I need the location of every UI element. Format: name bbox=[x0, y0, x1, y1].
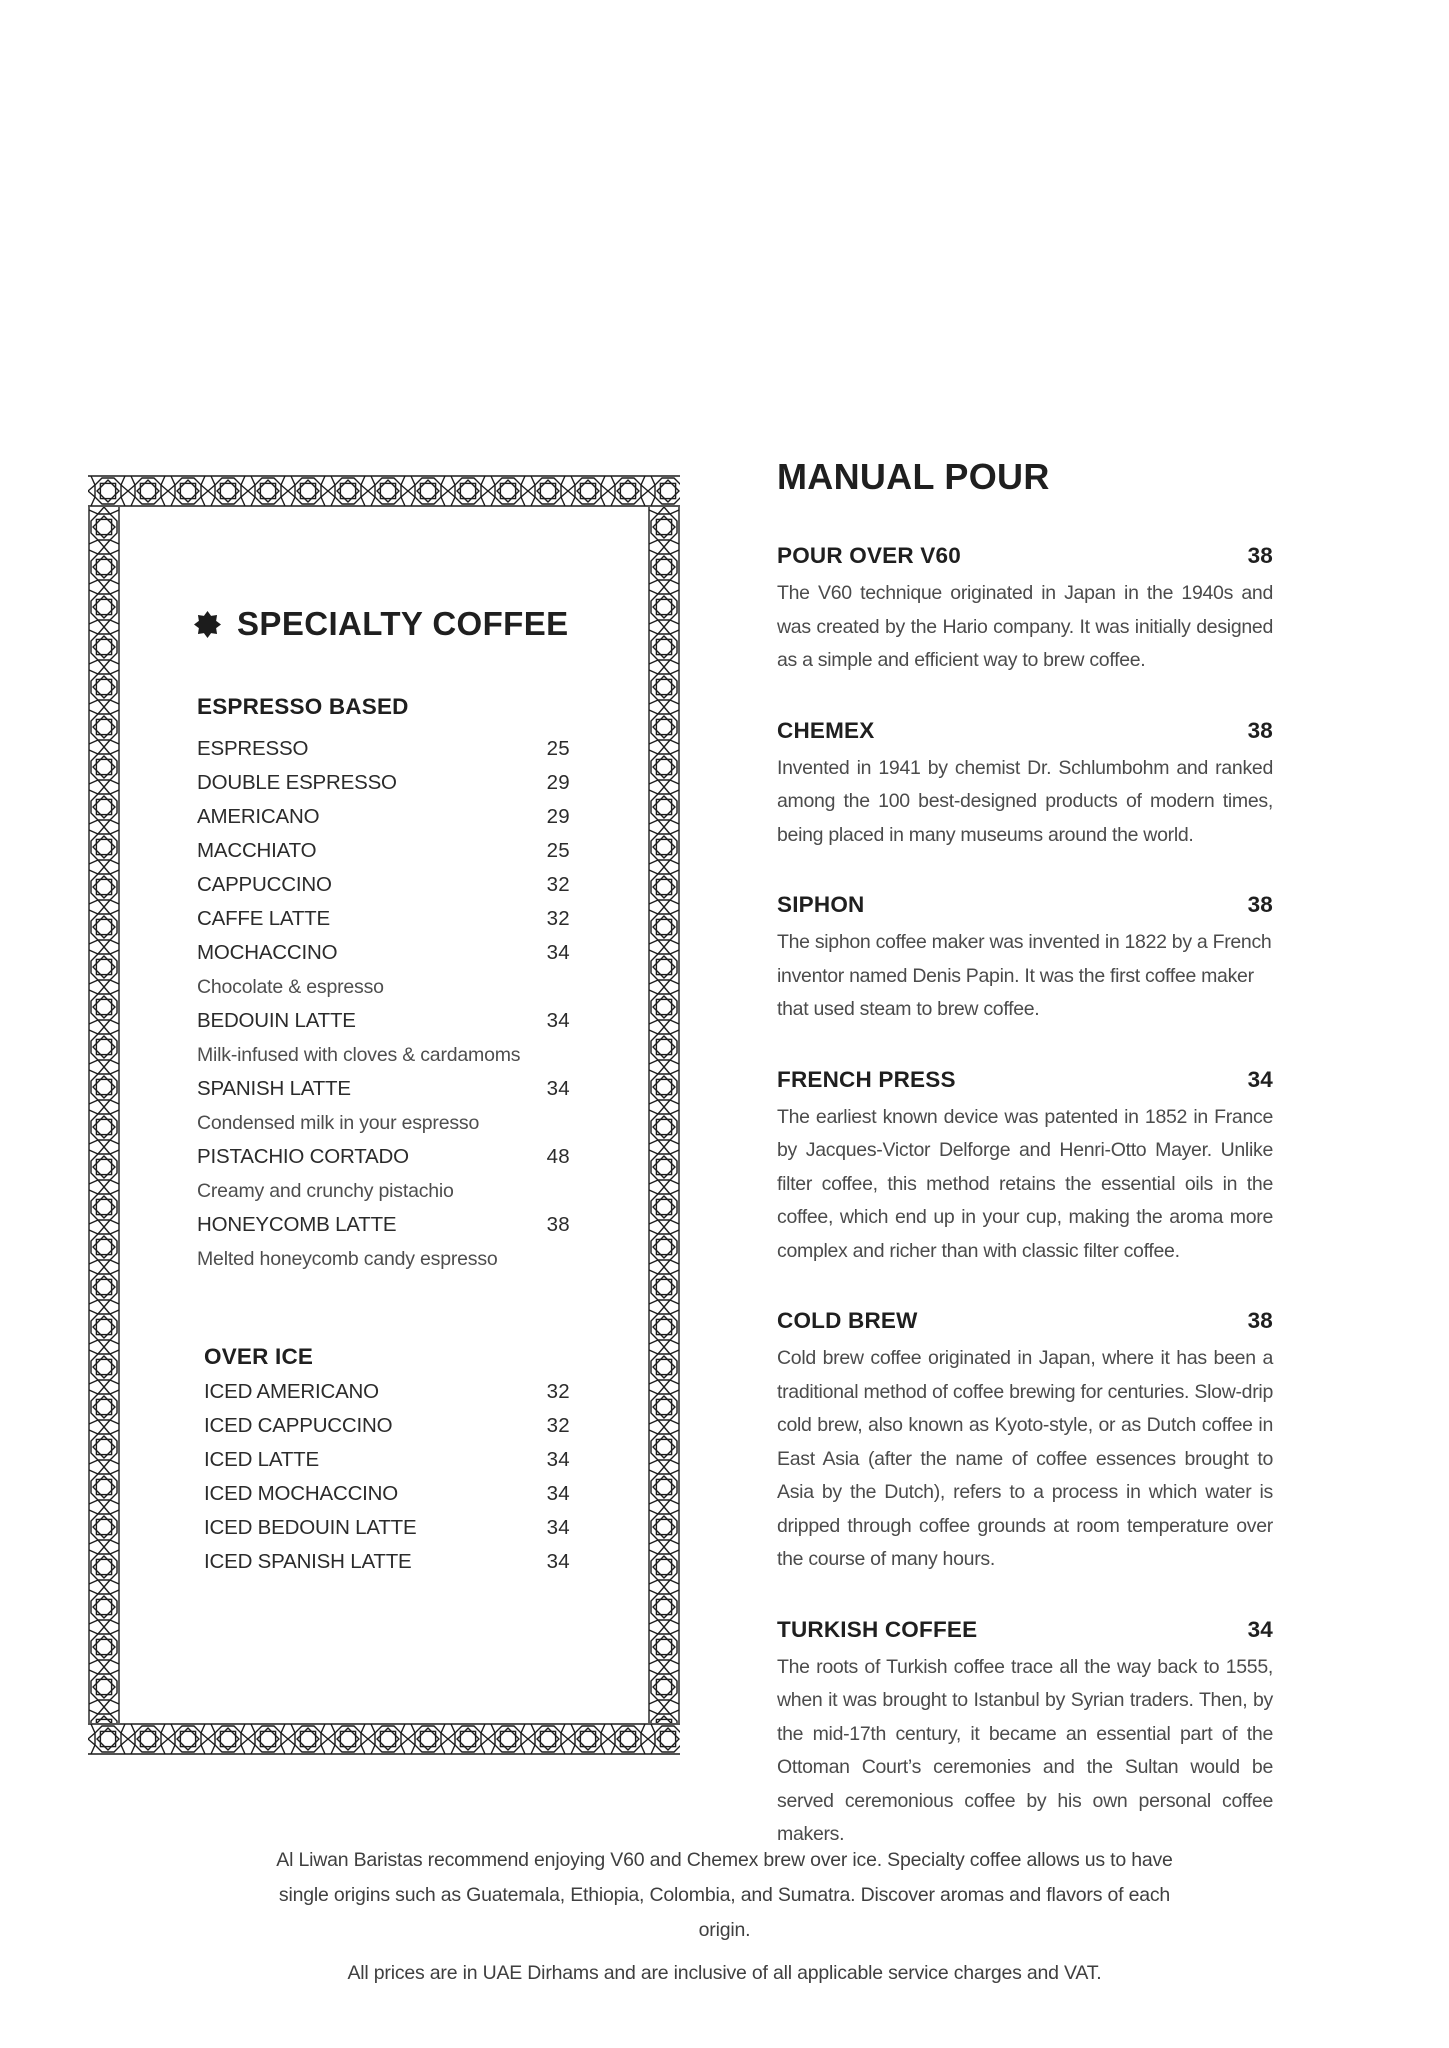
section-price: 38 bbox=[1247, 892, 1273, 917]
menu-item-name: ICED AMERICANO bbox=[204, 1380, 379, 1403]
panel-title: SPECIALTY COFFEE bbox=[237, 605, 569, 642]
section-heading-row bbox=[777, 1613, 1273, 1647]
menu-item-name: CAFFE LATTE bbox=[197, 907, 330, 930]
menu-item-price: 34 bbox=[546, 1482, 570, 1505]
menu-item bbox=[204, 1443, 570, 1477]
menu-item-price: 32 bbox=[546, 907, 570, 930]
section-description: Invented in 1941 by chemist Dr. Schlumbohm and ranked among the 100 best-designed products of modern times, being placed in many museums around the world. bbox=[777, 756, 1273, 846]
menu-item-price: 34 bbox=[546, 1516, 570, 1539]
section-description: The roots of Turkish coffee trace all the way back to 1555, when it was brought to Istanbul by Syrian traders. Then, by the mid-17th century, it became an essential part of the Ottoman Court’s ceremonies and the Sultan would be served ceremonious coffee by his own personal coffee makers. bbox=[777, 1655, 1273, 1845]
section-heading: ESPRESSO BASED bbox=[197, 694, 409, 719]
menu-item bbox=[204, 1511, 570, 1545]
menu-item-price: 32 bbox=[546, 1414, 570, 1437]
menu-item-price: 38 bbox=[546, 1213, 570, 1236]
menu-item-description: Melted honeycomb candy espresso bbox=[197, 1248, 498, 1270]
menu-item-description: Chocolate & espresso bbox=[197, 976, 384, 998]
menu-item-description: Creamy and crunchy pistachio bbox=[197, 1180, 454, 1202]
section-name: SIPHON bbox=[777, 892, 865, 917]
manual-pour-section bbox=[777, 539, 1273, 678]
menu-item bbox=[197, 1072, 570, 1106]
menu-item-price: 29 bbox=[546, 771, 570, 794]
section-heading-row bbox=[777, 888, 1273, 922]
section-price: 38 bbox=[1247, 543, 1273, 568]
menu-item-price: 34 bbox=[546, 1009, 570, 1032]
menu-item-price: 29 bbox=[546, 805, 570, 828]
menu-item-name: ICED SPANISH LATTE bbox=[204, 1550, 412, 1573]
manual-pour-section bbox=[777, 1063, 1273, 1269]
section-heading-row bbox=[777, 1304, 1273, 1338]
menu-item bbox=[197, 868, 570, 902]
section-price: 34 bbox=[1247, 1066, 1273, 1092]
specialty-coffee-panel bbox=[120, 475, 647, 1723]
menu-item bbox=[197, 732, 570, 766]
section-price: 34 bbox=[1247, 1616, 1273, 1642]
menu-item-name: BEDOUIN LATTE bbox=[197, 1009, 356, 1032]
menu-item-name: ICED BEDOUIN LATTE bbox=[204, 1516, 417, 1539]
menu-item-name: AMERICANO bbox=[197, 805, 320, 828]
menu-item bbox=[197, 902, 570, 936]
section-heading: OVER ICE bbox=[204, 1344, 314, 1369]
menu-item-name: PISTACHIO CORTADO bbox=[197, 1145, 409, 1168]
espresso-based-section bbox=[197, 690, 570, 1276]
menu-item-name: ESPRESSO bbox=[197, 737, 309, 760]
menu-item bbox=[197, 1004, 570, 1038]
manual-pour-title: MANUAL POUR bbox=[777, 456, 1050, 497]
menu-item bbox=[197, 766, 570, 800]
prices-vat-note: All prices are in UAE Dirhams and are inclusive of all applicable service charges and VAT. bbox=[347, 1962, 1102, 1984]
eight-point-star-icon bbox=[194, 611, 221, 638]
section-name: COLD BREW bbox=[777, 1308, 918, 1333]
section-heading-row bbox=[777, 539, 1273, 573]
menu-item-price: 34 bbox=[546, 941, 570, 964]
menu-item bbox=[204, 1375, 570, 1409]
menu-item bbox=[204, 1545, 570, 1579]
section-description: The earliest known device was patented in 1852 in France by Jacques-Victor Delforge and Henri-Otto Mayer. Unlike filter coffee, this method retains the essential oils in the coffee, which end up in your cup, making the aroma more complex and richer than with classic filter coffee. bbox=[777, 1105, 1273, 1262]
menu-item bbox=[204, 1477, 570, 1511]
menu-item-name: ICED LATTE bbox=[204, 1448, 319, 1471]
menu-item-name: ICED MOCHACCINO bbox=[204, 1482, 399, 1505]
section-description: The V60 technique originated in Japan in the 1940s and was created by the Hario company. It was initially designed as a simple and efficient way to brew coffee. bbox=[777, 582, 1273, 671]
section-name: POUR OVER V60 bbox=[777, 543, 961, 568]
menu-item-name: CAPPUCCINO bbox=[197, 873, 332, 896]
menu-item bbox=[204, 1409, 570, 1443]
section-description: Cold brew coffee originated in Japan, where it has been a traditional method of coffee brewing for centuries. Slow-drip cold brew, also known as Kyoto-style, or as Dutch coffee in East Asia (after the name of coffee essences brought to Asia by the Dutch), refers to a process in which water is dripped through coffee grounds at room temperature over the course of many hours. bbox=[777, 1347, 1273, 1570]
menu-item-price: 34 bbox=[546, 1448, 570, 1471]
section-name: FRENCH PRESS bbox=[777, 1066, 956, 1092]
menu-item-price: 25 bbox=[546, 839, 570, 862]
section-price: 38 bbox=[1247, 1308, 1273, 1333]
section-name: TURKISH COFFEE bbox=[777, 1616, 978, 1642]
menu-item-name: MACCHIATO bbox=[197, 839, 317, 862]
section-heading-row bbox=[777, 1063, 1273, 1097]
section-description: The siphon coffee maker was invented in 1822 by a French inventor named Denis Papin. It was the first coffee maker that used steam to brew coffee. bbox=[777, 931, 1272, 1020]
manual-pour-section bbox=[777, 888, 1273, 1027]
baristas-note: Al Liwan Baristas recommend enjoying V60 and Chemex brew over ice. Specialty coffee allows us to have single origins such as Guatemala, Ethiopia, Colombia, and Sumatra. Discover aromas and flavors of each origin. bbox=[276, 1849, 1173, 1941]
over-ice-section bbox=[197, 1340, 570, 1579]
menu-item-name: MOCHACCINO bbox=[197, 941, 338, 964]
menu-item-price: 25 bbox=[546, 737, 570, 760]
menu-item-price: 34 bbox=[546, 1550, 570, 1573]
specialty-menu bbox=[197, 690, 570, 1579]
menu-item-name: ICED CAPPUCCINO bbox=[204, 1414, 393, 1437]
menu-item bbox=[197, 800, 570, 834]
menu-item bbox=[197, 936, 570, 970]
menu-item-name: HONEYCOMB LATTE bbox=[197, 1213, 397, 1236]
menu-item bbox=[197, 1140, 570, 1174]
menu-item-price: 48 bbox=[546, 1145, 570, 1168]
menu-item-name: SPANISH LATTE bbox=[197, 1077, 351, 1100]
manual-pour-section bbox=[777, 714, 1273, 853]
manual-pour-section bbox=[777, 1613, 1273, 1852]
manual-pour-section bbox=[777, 1304, 1273, 1577]
menu-item-description: Condensed milk in your espresso bbox=[197, 1112, 480, 1134]
section-name: CHEMEX bbox=[777, 717, 875, 743]
menu-item-price: 32 bbox=[546, 873, 570, 896]
manual-pour-column bbox=[777, 455, 1273, 1888]
specialty-coffee-title-row bbox=[194, 605, 569, 643]
menu-item bbox=[197, 834, 570, 868]
menu-item-name: DOUBLE ESPRESSO bbox=[197, 771, 397, 794]
section-heading-row bbox=[777, 714, 1273, 748]
menu-item bbox=[197, 1208, 570, 1242]
section-price: 38 bbox=[1247, 717, 1273, 743]
menu-item-price: 34 bbox=[546, 1077, 570, 1100]
menu-item-price: 32 bbox=[546, 1380, 570, 1403]
menu-item-description: Milk-infused with cloves & cardamoms bbox=[197, 1044, 521, 1066]
